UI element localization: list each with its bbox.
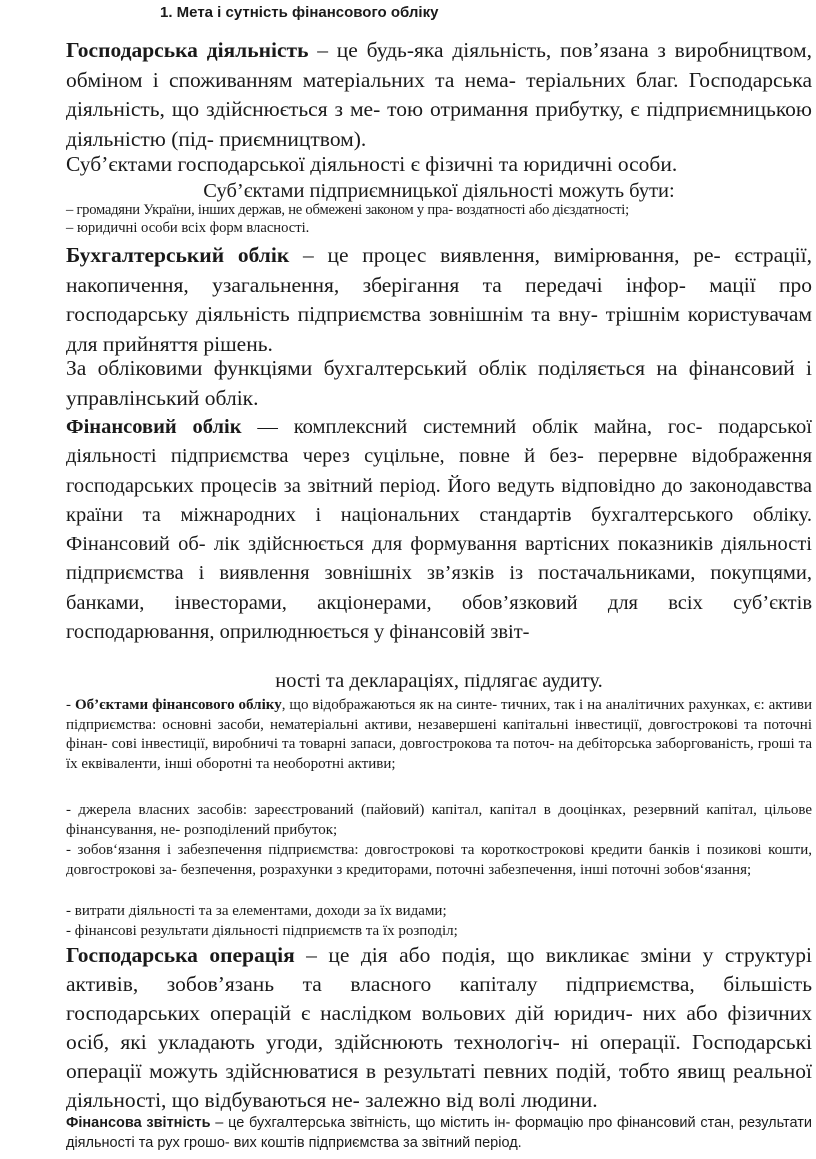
paragraph-accounting-functions: За обліковими функціями бухгалтерський облік поділяється на фінансовий і управлінський облік. (66, 356, 812, 410)
list-item-expenses: - витрати діяльності та за елементами, доходи за їх видами; (66, 903, 447, 919)
list-item-own-funds: - джерела власних засобів: зареєстрований (пайовий) капітал, капітал в дооцінках, резервний капітал, цільове фінансування, не- розподілений прибуток; (66, 802, 812, 838)
paragraph-subjects: Суб’єктами господарської діяльності є фізичні та юридичні особи. (66, 152, 678, 176)
section-heading: 1. Мета і сутність фінансового обліку (160, 4, 439, 21)
paragraph-text: – це бухгалтерська звітність, що містить ін- формацію про фінансовий стан, результати діяльності та рух грошо- вих коштів підприємства за звітний період. (66, 1115, 813, 1151)
paragraph-text: – це будь-яка діяльність, пов’язана з виробництвом, обміном і споживанням матеріальних та нема- теріальних благ. Господарська діяльність, що здійснюється з ме- тою отримання прибутку, є підприємницькою діяльністю (під- приємництвом). (66, 38, 813, 151)
term-business-operation: Господарська операція (66, 943, 295, 967)
term-financial-statements: Фінансова звітність (66, 1115, 211, 1131)
list-item-accounting-objects: - Об’єктами фінансового обліку, що відображаються як на синте- тичних, так і на аналітичних рахунках, є: активи підприємства: основні засоби, нематеріальні активи, незавершені капітальні інвестиції, довгострокові та поточні фінан- сові інвестиції, виробничі та товарні запаси, довгострокова та поточ- на дебіторська заборгованість, гроші та їх еквіваленти, інші оборотні та необоротні активи; (66, 697, 813, 772)
list-item-citizens: – громадяни України, інших держав, не обмежені законом у пра- воздатності або дієздатності; (66, 202, 629, 218)
term-financial-accounting: Фінансовий облік (66, 416, 242, 438)
paragraph-financial-accounting-continued: ності та деклараціях, підлягає аудиту. (275, 670, 603, 692)
paragraph-economic-activity (66, 36, 812, 154)
list-item-legal-entities: – юридичні особи всіх форм власності. (66, 220, 310, 236)
paragraph-text: — комплексний системний облік майна, гос- подарської діяльності підприємства через суцільне, повне й без- перервне відображення господарських процесів за звітний період. Його ведуть відповідно до законодавства країни та міжнародних і національних стандартів бухгалтерського обліку. Фінансовий об- лік здійснюється для формування вартісних показників діяльності підприємства і виявлення зовнішніх зв’язків із постачальниками, покупцями, банками, інвесторами, акціонерами, обов’язковий для всіх суб’єктів господарювання, оприлюднюється у фінансовій звіт- (66, 416, 812, 644)
list-item-financial-results: - фінансові результати діяльності підприємств та їх розподіл; (66, 923, 458, 939)
list-item-liabilities: - зобов‘язання і забезпечення підприємства: довгострокові та короткострокові кредити банків і позикові кошти, довгострокові за- безпечення, розрахунки з кредиторами, поточні забезпечення, інші поточні зобов‘язання; (66, 842, 812, 878)
term-accounting-objects: Об’єктами фінансового обліку (74, 697, 282, 713)
paragraph-entrepreneur-subjects: Суб’єктами підприємницької діяльності можуть бути: (203, 180, 675, 202)
term-economic-activity: Господарська діяльність (66, 38, 309, 62)
paragraph-text: – це дія або подія, що викликає зміни у структурі активів, зобов’язань та власного капіталу підприємства, більшість господарських операцій є наслідком вольових дій юридич- них або фізичних осіб, які укладають угоди, здійснюють технологіч- ні операції. Господарські операції можуть здійснюватися в результаті певних подій, тобто явищ реальної діяльності, що відбуваються не- залежно від волі людини. (66, 943, 812, 1112)
paragraph-text: – це процес виявлення, вимірювання, ре- єстрації, накопичення, узагальнення, зберігання та передачі інфор- мації про господарську діяльність підприємства зовнішнім та вну- трішнім користувачам для прийняття рішень. (66, 243, 813, 356)
paragraph-financial-accounting (66, 413, 812, 647)
paragraph-text: , що відображаються як на синте- тичних, так і на аналітичних рахунках, є: активи підприємства: основні засоби, нематеріальні активи, незавершені капітальні інвестиції, довгострокові та поточні фінан- сові інвестиції, виробничі та товарні запаси, довгострокова та поточ- на дебіторська заборгованість, гроші та їх еквіваленти, інші оборотні та необоротні активи; (66, 697, 813, 772)
term-accounting: Бухгалтерський облік (66, 243, 290, 267)
paragraph-financial-statements (66, 1113, 812, 1153)
paragraph-business-operation (66, 941, 812, 1115)
paragraph-accounting (66, 241, 812, 359)
